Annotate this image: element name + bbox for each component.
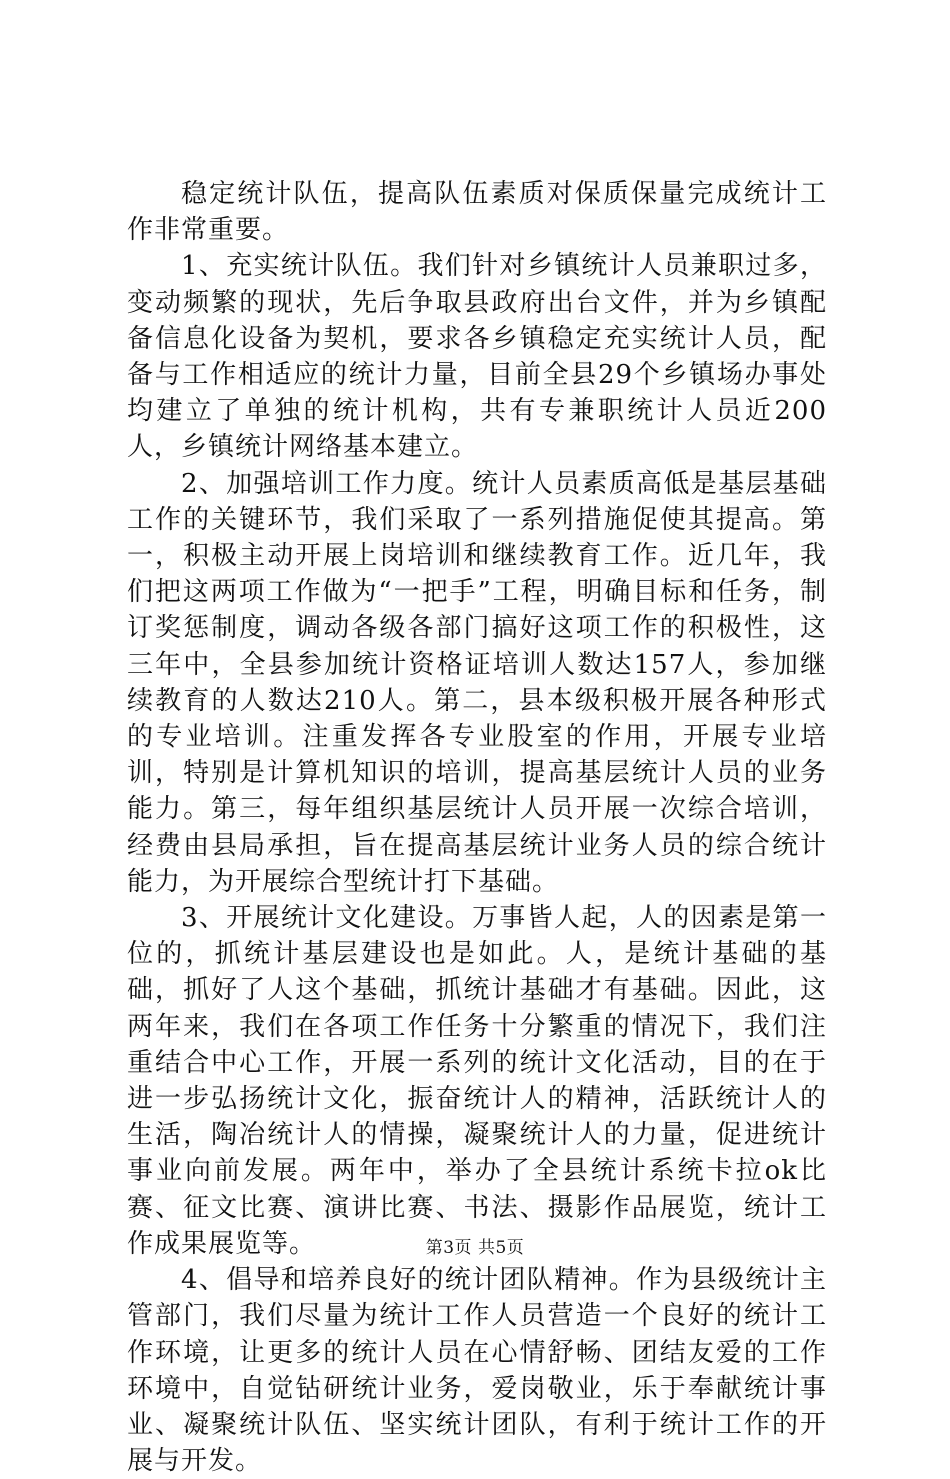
document-body <box>127 176 827 1479</box>
page-footer: 第3页 共5页 <box>425 1238 525 1258</box>
paragraph-intro: 稳定统计队伍，提高队伍素质对保质保量完成统计工作非常重要。 <box>127 179 827 246</box>
paragraph-3-culture: 3、开展统计文化建设。万事皆人起，人的因素是第一位的，抓统计基层建设也是如此。人，是统计基础的基础，抓好了人这个基础，抓统计基础才有基础。因此，这两年来，我们在各项工作任务十分繁重的情况下，我们注重结合中心工作，开展一系列的统计文化活动，目的在于进一步弘扬统计文化，振奋统计人的精神，活跃统计人的生活，陶冶统计人的情操，凝聚统计人的力量，促进统计事业向前发展。两年中，举办了全县统计系统卡拉ok比赛、征文比赛、演讲比赛、书法、摄影作品展览，统计工作成果展览等。 <box>127 903 827 1259</box>
paragraph-1-staffing: 1、充实统计队伍。我们针对乡镇统计人员兼职过多，变动频繁的现状，先后争取县政府出台文件，并为乡镇配备信息化设备为契机，要求各乡镇稳定充实统计人员，配备与工作相适应的统计力量，目前全县29个乡镇场办事处均建立了单独的统计机构，共有专兼职统计人员近200人，乡镇统计网络基本建立。 <box>127 251 827 463</box>
paragraph-4-team-spirit: 4、倡导和培养良好的统计团队精神。作为县级统计主管部门，我们尽量为统计工作人员营造一个良好的统计工作环境，让更多的统计人员在心情舒畅、团结友爱的工作环境中，自觉钻研统计业务，爱岗敬业，乐于奉献统计事业、凝聚统计队伍、坚实统计团队，有利于统计工作的开展与开发。 <box>127 1265 827 1477</box>
paragraph-2-training: 2、加强培训工作力度。统计人员素质高低是基层基础工作的关键环节，我们采取了一系列措施促使其提高。第一，积极主动开展上岗培训和继续教育工作。近几年，我们把这两项工作做为“一把手”工程，明确目标和任务，制订奖惩制度，调动各级各部门搞好这项工作的积极性，这三年中，全县参加统计资格证培训人数达157人，参加继续教育的人数达210人。第二，县本级积极开展各种形式的专业培训。注重发挥各专业股室的作用，开展专业培训，特别是计算机知识的培训，提高基层统计人员的业务能力。第三，每年组织基层统计人员开展一次综合培训，经费由县局承担，旨在提高基层统计业务人员的综合统计能力，为开展综合型统计打下基础。 <box>127 468 827 897</box>
